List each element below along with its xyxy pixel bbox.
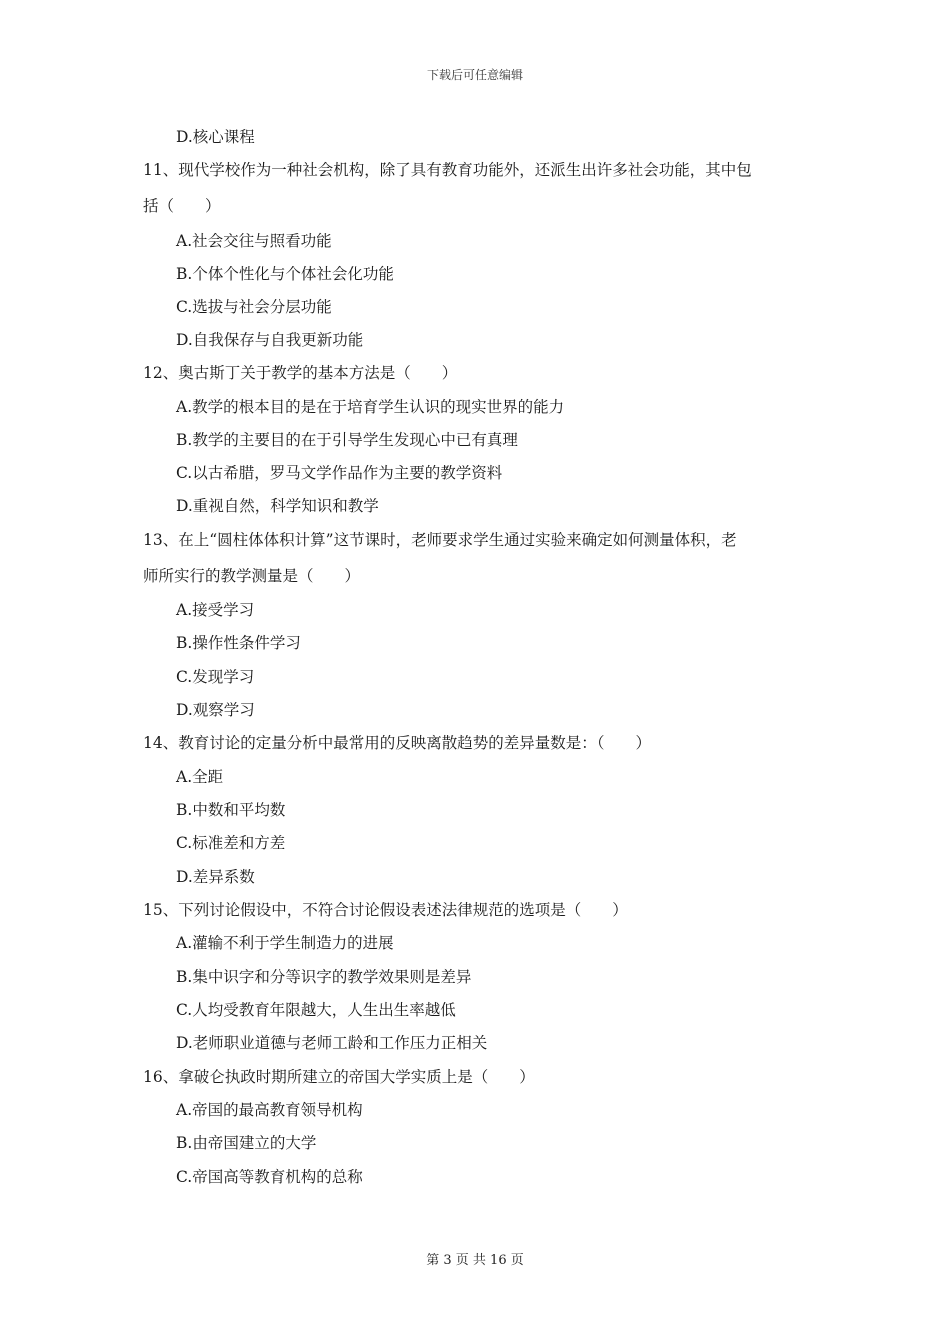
question-13-cont: 师所实行的教学测量是（ ） — [143, 567, 361, 585]
option-12-d: D.重视自然，科学知识和教学 — [176, 497, 379, 515]
option-16-a: A.帝国的最高教育领导机构 — [176, 1101, 363, 1119]
option-13-a: A.接受学习 — [176, 601, 255, 619]
option-12-c: C.以古希腊，罗马文学作品作为主要的教学资料 — [176, 464, 503, 482]
option-13-b: B.操作性条件学习 — [176, 634, 301, 652]
option-14-d: D.差异系数 — [176, 868, 255, 886]
option-13-d: D.观察学习 — [176, 701, 255, 719]
option-11-d: D.自我保存与自我更新功能 — [176, 331, 364, 349]
question-11: 11、现代学校作为一种社会机构，除了具有教育功能外，还派生出许多社会功能，其中包 — [143, 161, 752, 179]
option-11-b: B.个体个性化与个体社会化功能 — [176, 265, 394, 283]
question-13: 13、在上“圆柱体体积计算”这节课时，老师要求学生通过实验来确定如何测量体积，老 — [143, 531, 737, 549]
option-12-b: B.教学的主要目的在于引导学生发现心中已有真理 — [176, 431, 518, 449]
option-14-a: A.全距 — [176, 768, 224, 786]
option-12-a: A.教学的根本目的是在于培育学生认识的现实世界的能力 — [176, 398, 565, 416]
page-header: 下载后可任意编辑 — [426, 68, 523, 82]
option-15-d: D.老师职业道德与老师工龄和工作压力正相关 — [176, 1034, 488, 1052]
option-14-b: B.中数和平均数 — [176, 801, 286, 819]
option-11-c: C.选拔与社会分层功能 — [176, 298, 332, 316]
option-16-c: C.帝国高等教育机构的总称 — [176, 1168, 363, 1186]
option-13-c: C.发现学习 — [176, 668, 255, 686]
option-11-a: A.社会交往与照看功能 — [176, 232, 332, 250]
option-10-d: D.核心课程 — [176, 128, 255, 146]
question-16: 16、拿破仑执政时期所建立的帝国大学实质上是（ ） — [143, 1068, 535, 1086]
question-12: 12、奥古斯丁关于教学的基本方法是（ ） — [143, 364, 458, 382]
option-15-a: A.灌输不利于学生制造力的进展 — [176, 934, 394, 952]
option-14-c: C.标准差和方差 — [176, 834, 286, 852]
question-11-cont: 括（ ） — [143, 197, 221, 215]
option-15-c: C.人均受教育年限越大，人生出生率越低 — [176, 1001, 456, 1019]
option-16-b: B.由帝国建立的大学 — [176, 1134, 317, 1152]
question-14: 14、教育讨论的定量分析中最常用的反映离散趋势的差异量数是：（ ） — [143, 734, 651, 752]
question-15: 15、下列讨论假设中，不符合讨论假设表述法律规范的选项是（ ） — [143, 901, 628, 919]
page-footer: 第 3 页 共 16 页 — [426, 1253, 524, 1268]
option-15-b: B.集中识字和分等识字的教学效果则是差异 — [176, 968, 472, 986]
